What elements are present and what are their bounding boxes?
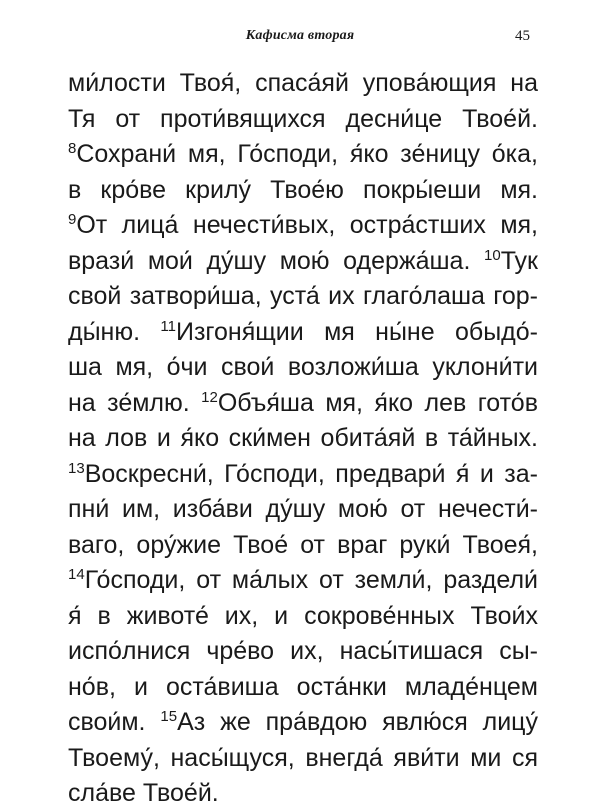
text-segment: ша мя, о́чи свои́ возложи́ша уклони́ти — [68, 353, 538, 381]
text-segment: Тя от проти́вящихся десни́це Твое́й. — [68, 104, 538, 133]
text-segment: Воскресни́, Го́споди, предвари́ я́ и за- — [84, 459, 538, 488]
text-segment: свой затвори́ша, уста́ их глаго́лаша гор- — [68, 282, 538, 310]
text-segment: ваго, ору́жие Твое́ от враг руки́ Твоея́, — [68, 530, 538, 559]
verse-number: 10 — [484, 246, 501, 264]
text-line — [68, 421, 538, 457]
text-line — [68, 457, 538, 493]
text-segment: я́ в животе́ их, и сокрове́нных Твои́х — [68, 601, 538, 630]
text-line — [68, 244, 538, 280]
psalm-text — [68, 66, 538, 812]
text-line — [68, 350, 538, 386]
text-segment: ми́лости Твоя́, спаса́яй упова́ющия на — [68, 69, 538, 97]
text-line — [68, 208, 538, 244]
text-segment: Изгоня́щии мя ны́не обыдо́- — [175, 317, 538, 346]
text-line — [68, 741, 538, 777]
text-segment: Сохрани́ мя, Го́споди, я́ко зе́ницу о́ка, — [76, 140, 538, 168]
text-line — [68, 776, 538, 812]
text-line — [68, 137, 538, 173]
text-line — [68, 279, 538, 315]
text-segment: Объя́ша мя, я́ко лев гото́в — [217, 388, 538, 417]
chapter-title: Кафисма вторая — [245, 28, 355, 43]
text-segment: испо́лнися чре́во их, насы́тишася сы- — [68, 637, 538, 665]
verse-number: 15 — [160, 708, 178, 725]
text-line — [68, 173, 538, 209]
running-header — [70, 28, 530, 52]
text-line — [68, 315, 538, 351]
text-line — [68, 386, 538, 422]
page-number: 45 — [515, 28, 530, 44]
text-segment: на зе́млю. — [68, 388, 202, 417]
text-segment: свои́м. — [68, 708, 161, 736]
verse-number: 11 — [160, 317, 176, 335]
text-segment: ды́ню. — [68, 317, 161, 346]
verse-number: 9 — [68, 211, 77, 228]
text-segment: в кро́ве крилу́ Твое́ю покры́еши мя. — [68, 175, 538, 204]
text-segment: Аз же пра́вдою явлю́ся лицу́ — [177, 708, 538, 736]
verse-number: 8 — [68, 140, 77, 157]
verse-number: 13 — [68, 459, 85, 477]
text-line — [68, 66, 538, 102]
verse-number: 12 — [201, 388, 218, 406]
text-segment: Твоему́, насы́щуся, внегда́ яви́ти ми ся — [68, 743, 538, 772]
text-segment: на лов и я́ко ски́мен обита́яй в та́йных. — [68, 424, 538, 452]
text-segment: От лица́ нечести́вых, остра́стших мя, — [76, 211, 538, 239]
text-line — [68, 528, 538, 564]
text-line — [68, 563, 538, 599]
text-segment: Тук — [500, 246, 538, 275]
text-line — [68, 670, 538, 706]
verse-number: 14 — [68, 566, 85, 583]
text-line — [68, 634, 538, 670]
text-segment: Го́споди, от ма́лых от земли́, раздели́ — [84, 566, 538, 594]
text-line — [68, 102, 538, 138]
text-segment: но́в, и оста́виша оста́нки младе́нцем — [68, 672, 538, 701]
text-segment: сла́ве Твое́й. — [68, 779, 219, 807]
text-line — [68, 705, 538, 741]
text-segment: пни́ им, изба́ви ду́шу мою́ от нечести́- — [68, 495, 538, 523]
text-line — [68, 492, 538, 528]
text-line — [68, 599, 538, 635]
text-segment: врази́ мои́ ду́шу мою́ одержа́ша. — [68, 246, 484, 275]
